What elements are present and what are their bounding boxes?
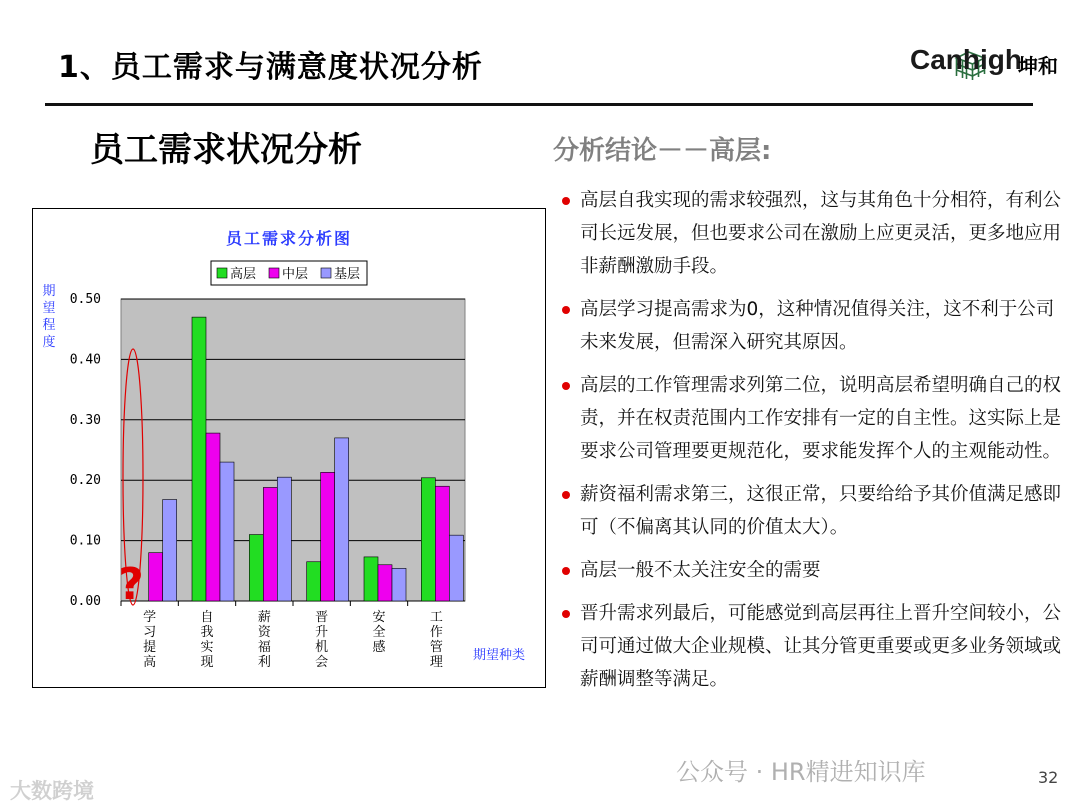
bar-中层 [321, 472, 335, 601]
x-tick-label: 晋升机会 [315, 610, 329, 670]
x-tick-label: 学习提高 [143, 610, 157, 670]
conclusion-list [562, 184, 1062, 706]
bar-高层 [421, 478, 435, 601]
x-tick-label: 工作管理 [429, 610, 443, 670]
conclusion-item [562, 554, 1062, 587]
bullet-icon [562, 610, 570, 618]
bar-高层 [249, 535, 263, 601]
conclusion-text: 高层一般不太关注安全的需要 [580, 560, 821, 581]
conclusion-text: 薪资福利需求第三，这很正常，只要给给予其价值满足感即可（不偏离其认同的价值太大）。 [580, 484, 1062, 538]
legend-swatch-中层 [269, 268, 279, 278]
y-tick-label: 0.10 [69, 533, 101, 549]
x-axis-label: 期望种类 [472, 648, 526, 663]
bar-chart [33, 209, 545, 687]
bar-基层 [163, 500, 177, 601]
y-tick-label: 0.00 [69, 594, 101, 609]
conclusion-text: 高层学习提高需求为0，这种情况值得关注，这不利于公司未来发展，但需深入研究其原因。 [580, 299, 1055, 353]
bar-中层 [378, 565, 392, 601]
legend-swatch-基层 [321, 268, 331, 278]
y-tick-label: 0.30 [69, 412, 101, 428]
bar-中层 [263, 487, 277, 601]
conclusion-item [562, 369, 1062, 468]
legend-label: 中层 [282, 267, 309, 282]
bar-中层 [206, 433, 220, 601]
bar-基层 [335, 438, 349, 601]
watermark-left: 大数跨境 [10, 779, 94, 803]
bar-高层 [307, 562, 321, 601]
bar-基层 [277, 477, 291, 601]
x-tick-label: 自我实现 [200, 610, 214, 670]
conclusion-item [562, 293, 1062, 359]
chart-title: 员工需求分析图 [225, 229, 353, 248]
bar-基层 [220, 462, 234, 601]
conclusion-item [562, 597, 1062, 696]
conclusion-item [562, 184, 1062, 283]
bar-中层 [435, 486, 449, 601]
chart-container [32, 208, 546, 688]
conclusion-item [562, 478, 1062, 544]
y-axis-label: 期望程度 [42, 284, 56, 350]
bullet-icon [562, 567, 570, 575]
logo-brand: Canhigh [910, 44, 1022, 75]
bar-中层 [149, 553, 163, 601]
section-title: 员工需求状况分析 [90, 130, 362, 170]
bar-高层 [364, 557, 378, 601]
logo-brand-cn: 坤和 [1018, 54, 1058, 78]
y-tick-label: 0.20 [69, 473, 101, 489]
page-number: 32 [1038, 768, 1059, 787]
bullet-icon [562, 491, 570, 499]
bullet-icon [562, 197, 570, 205]
y-tick-label: 0.50 [69, 292, 101, 307]
conclusion-title: 分析结论－－高层: [553, 136, 772, 166]
bar-高层 [192, 317, 206, 601]
legend-label: 高层 [230, 267, 257, 282]
annotation-question-mark: ? [118, 559, 144, 610]
watermark-wechat: 公众号 · HR精进知识库 [676, 758, 926, 786]
conclusion-text: 高层的工作管理需求列第二位，说明高层希望明确自己的权责，并在权责范围内工作安排有一定的自主性。这实际上是要求公司管理要更规范化，要求能发挥个人的主观能动性。 [580, 375, 1062, 462]
conclusion-text: 晋升需求列最后，可能感觉到高层再往上晋升空间较小，公司可通过做大企业规模、让其分管更重要或更多业务领域或薪酬调整等满足。 [580, 603, 1062, 690]
y-tick-label: 0.40 [69, 352, 101, 368]
legend-swatch-高层 [217, 268, 227, 278]
title-divider [45, 103, 1033, 106]
bullet-icon [562, 306, 570, 314]
x-tick-label: 安全感 [372, 610, 386, 655]
x-tick-label: 薪资福利 [257, 610, 271, 670]
legend-label: 基层 [334, 267, 361, 282]
page-title: 1、员工需求与满意度状况分析 [58, 50, 483, 85]
conclusion-text: 高层自我实现的需求较强烈，这与其角色十分相符，有利公司长远发展，但也要求公司在激励上应更灵活，更多地应用非薪酬激励手段。 [580, 190, 1062, 277]
bullet-icon [562, 382, 570, 390]
bar-基层 [449, 535, 463, 601]
bar-基层 [392, 568, 406, 601]
